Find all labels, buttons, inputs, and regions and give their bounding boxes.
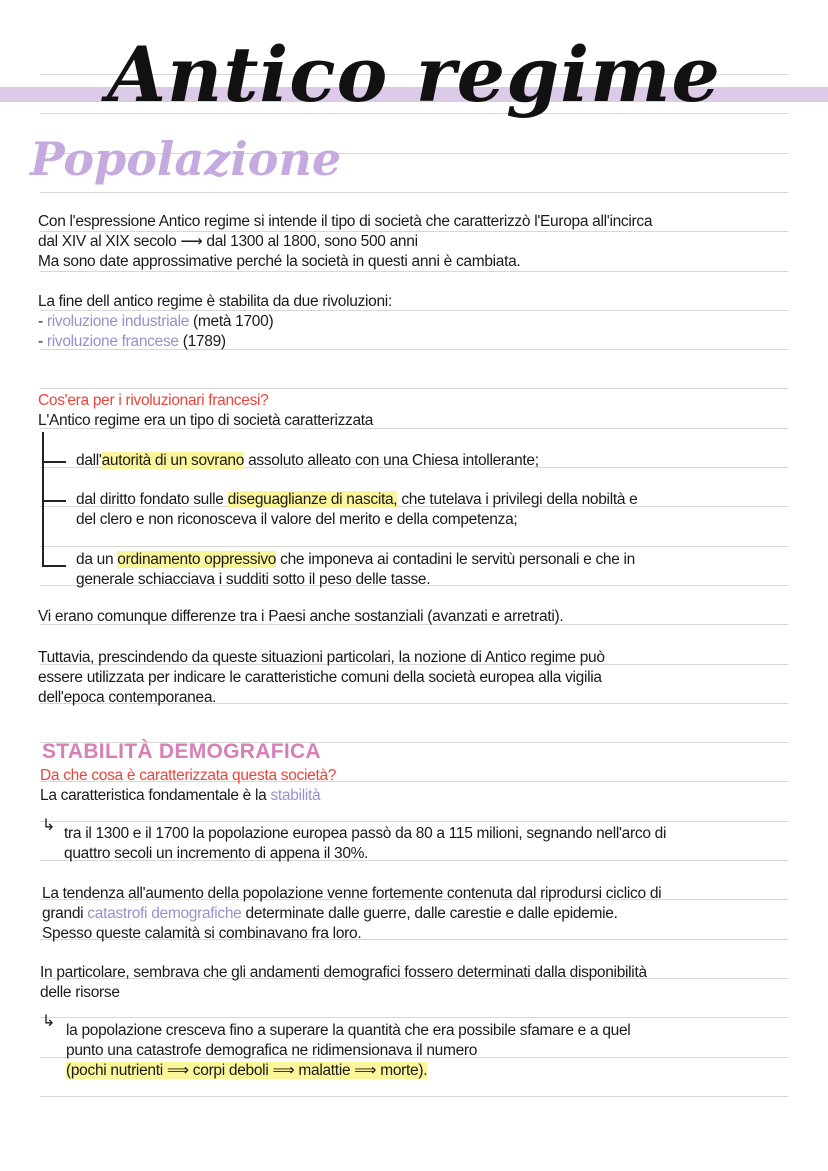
ruled-line (40, 546, 788, 547)
ruled-line (40, 388, 788, 389)
text: assoluto alleato con una Chiesa intollerante; (244, 452, 539, 469)
arrow-icon: ↳ (42, 817, 56, 834)
question: Da che cosa è caratterizzata questa società? (40, 767, 337, 784)
arrow-icon: ↳ (42, 1013, 56, 1030)
lead-text (40, 786, 800, 806)
dash: - (38, 333, 47, 350)
subsection-heading: STABILITÀ DEMOGRAFICA (42, 740, 321, 763)
text-line: del clero e non riconosceva il valore del merito e della competenza; (76, 511, 518, 528)
highlight: diseguaglianze di nascita, (227, 491, 398, 508)
text: determinate dalle guerre, dalle carestie e dalle epidemie. (241, 905, 618, 922)
section-title: Popolazione (30, 132, 342, 186)
intro-paragraph (38, 212, 798, 272)
text: che imponeva ai contadini le servitù personali e che in (276, 551, 636, 568)
bracket-tick (42, 461, 66, 463)
text-line: dell'epoca contemporanea. (38, 689, 217, 706)
text: dall' (76, 452, 102, 469)
text-line: La tendenza all'aumento della popolazione venne fortemente contenuta dal riprodursi ciclico di (42, 885, 662, 902)
highlight: autorità di un sovrano (101, 452, 245, 469)
arrow-item (64, 824, 794, 864)
text: che tutelava i privilegi della nobiltà e (397, 491, 638, 508)
text-line: Ma sono date approssimative perché la società in questi anni è cambiata. (38, 253, 521, 270)
term: rivoluzione francese (46, 333, 179, 350)
bracket-tick (42, 500, 66, 502)
ruled-line (40, 821, 788, 822)
term: stabilità (270, 787, 321, 804)
bullet-1 (76, 451, 796, 471)
note: (1789) (178, 333, 226, 350)
lead-text: L'Antico regime era un tipo di società caratterizzata (38, 412, 374, 429)
text: La caratteristica fondamentale è la (40, 787, 271, 804)
text-line: quattro secoli un incremento di appena il 30%. (64, 845, 369, 862)
text: da un (76, 551, 118, 568)
text: dal diritto fondato sulle (76, 491, 228, 508)
text-line: essere utilizzata per indicare le caratteristiche comuni della società europea alla vigilia (38, 669, 602, 686)
bracket-tick (42, 565, 66, 567)
text-line: tra il 1300 e il 1700 la popolazione europea passò da 80 a 115 milioni, segnando nell'arco di (64, 825, 667, 842)
term: catastrofi demografiche (87, 905, 242, 922)
list-item (38, 312, 798, 332)
highlight: ordinamento oppressivo (117, 551, 277, 568)
tendency-paragraph (42, 884, 802, 944)
differences-text: Vi erano comunque differenze tra i Paesi anche sostanziali (avanzati e arretrati). (38, 608, 564, 625)
text-line: Tuttavia, prescindendo da queste situazioni particolari, la nozione di Antico regime può (38, 649, 605, 666)
ruled-line (40, 1096, 788, 1097)
text-line: La fine dell antico regime è stabilita da due rivoluzioni: (38, 293, 392, 310)
text-line: la popolazione cresceva fino a superare la quantità che era possibile sfamare e a quel (66, 1022, 631, 1039)
text-line: delle risorse (40, 984, 120, 1001)
text-line: Spesso queste calamità si combinavano fra loro. (42, 925, 362, 942)
text: grandi (42, 905, 88, 922)
question: Cos'era per i rivoluzionari francesi? (38, 392, 269, 409)
highlight: (pochi nutrienti ⟹ corpi deboli ⟹ malattie ⟹ morte). (66, 1062, 428, 1079)
however-paragraph (38, 648, 798, 708)
page-title: Antico regime (107, 30, 721, 119)
text-line: Con l'espressione Antico regime si intende il tipo di società che caratterizzò l'Europa all'incirca (38, 213, 653, 230)
text-line: dal XIV al XIX secolo ⟶ dal 1300 al 1800, sono 500 anni (38, 233, 418, 250)
ruled-line (40, 192, 788, 193)
note: (metà 1700) (189, 313, 274, 330)
ruled-line (40, 1017, 788, 1018)
bullet-2 (76, 490, 796, 530)
dash: - (38, 313, 47, 330)
term: rivoluzione industriale (46, 313, 190, 330)
bracket-line (42, 432, 44, 566)
bullet-3 (76, 550, 796, 590)
text-line: In particolare, sembrava che gli andamenti demografici fossero determinati dalla disponibilità (40, 964, 647, 981)
list-item (38, 332, 798, 352)
particular-paragraph (40, 963, 800, 1003)
arrow-item (66, 1021, 796, 1081)
end-paragraph (38, 292, 798, 352)
text-line: generale schiacciava i sudditi sotto il peso delle tasse. (76, 571, 431, 588)
text-line: punto una catastrofe demografica ne ridimensionava il numero (66, 1042, 478, 1059)
